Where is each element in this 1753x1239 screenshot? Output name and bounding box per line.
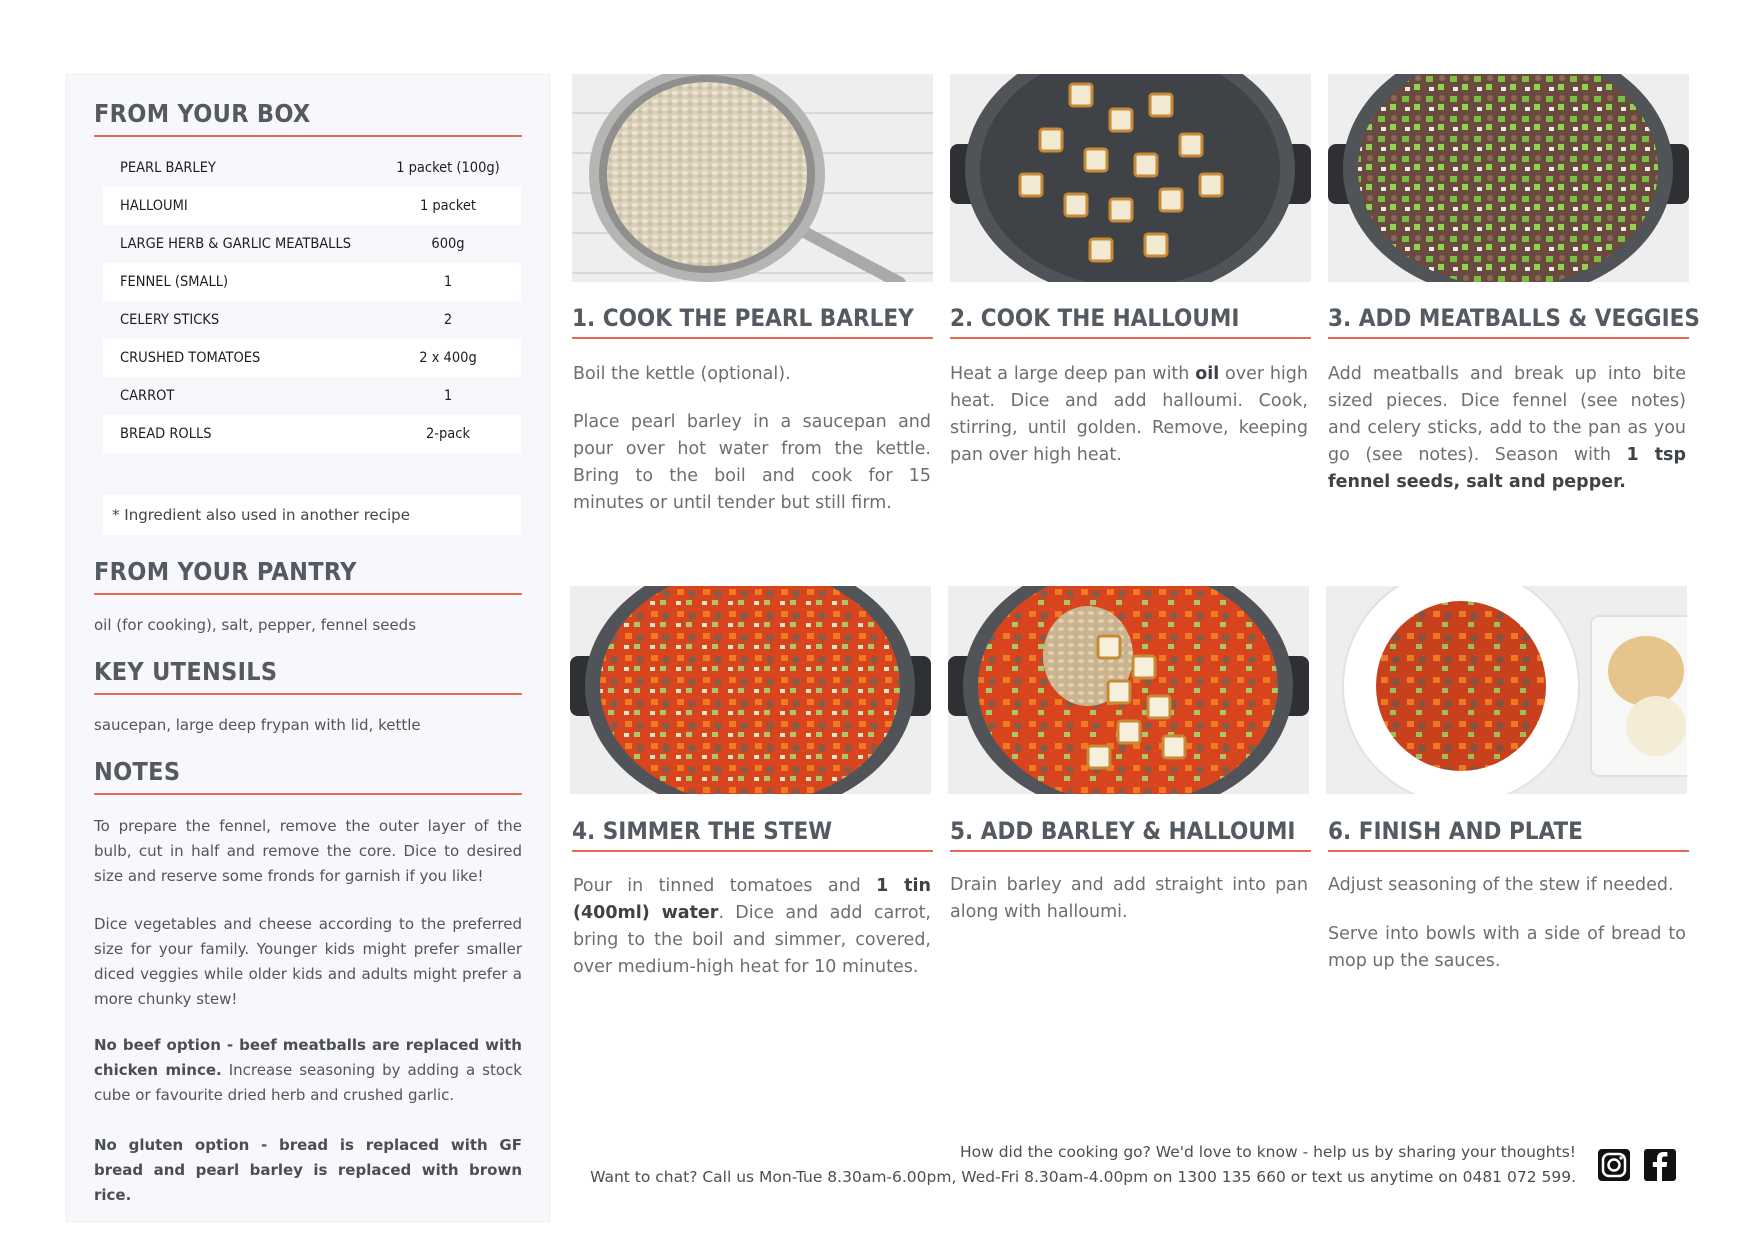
notes-paragraph [94, 1133, 522, 1208]
ingredient-qty: 1 [443, 388, 453, 404]
step-5-photo [948, 586, 1309, 794]
pantry-text: oil (for cooking), salt, pepper, fennel seeds [94, 616, 417, 634]
notes-paragraph: Dice vegetables and cheese according to the preferred size for your family. Younger kids might prefer smaller diced veggies while older kids and adults might prefer a more chunky stew! [94, 915, 522, 1008]
notes-paragraph: To prepare the fennel, remove the outer layer of the bulb, cut in half and remove the core. Dice to desired size and reserve some fronds for garnish if you like! [94, 817, 522, 885]
ingredient-qty: 2 x 400g [419, 350, 477, 366]
key-utensils-title: KEY UTENSILS [94, 657, 522, 695]
step-3-title: 3. ADD MEATBALLS & VEGGIES [1328, 303, 1689, 339]
step-3-bold: 1 tsp fennel seeds, salt and pepper. [1328, 445, 1687, 492]
ingredient-row [103, 301, 521, 339]
notes-paragraph [94, 1033, 522, 1108]
ingredient-qty: 1 [443, 274, 453, 290]
facebook-icon[interactable] [1643, 1148, 1677, 1182]
step-6-text: Serve into bowls with a side of bread to mop up the sauces. [1328, 924, 1686, 971]
step-3-text-a: Add meatballs and break up into bite sized pieces. Dice fennel (see notes) and celery sticks, add to the pan as you go (see notes). Season with [1328, 364, 1686, 465]
ingredient-name: CRUSHED TOMATOES [120, 350, 261, 366]
step-6-title: 6. FINISH AND PLATE [1328, 816, 1689, 852]
step-4-photo [570, 586, 931, 794]
ingredient-row [103, 415, 521, 453]
ingredient-row [103, 149, 521, 187]
ingredient-name: CELERY STICKS [120, 312, 220, 328]
notes-bold: No gluten option - bread is replaced with GF bread and pearl barley is replaced with brown rice. [94, 1136, 522, 1204]
feedback-line: How did the cooking go? We'd love to know - help us by sharing your thoughts! [959, 1143, 1576, 1161]
from-your-box-title: FROM YOUR BOX [94, 99, 522, 137]
utensils-text: saucepan, large deep frypan with lid, kettle [94, 716, 421, 734]
step-6-photo [1326, 586, 1687, 794]
ingredient-name: LARGE HERB & GARLIC MEATBALLS [120, 236, 351, 252]
step-4-text-a: Pour in tinned tomatoes and [573, 876, 877, 896]
ingredient-row [103, 263, 521, 301]
ingredient-name: BREAD ROLLS [120, 426, 212, 442]
ingredient-name: HALLOUMI [120, 198, 188, 214]
step-3-text [1328, 361, 1686, 496]
ingredient-name: CARROT [120, 388, 175, 404]
contact-line: Want to chat? Call us Mon-Tue 8.30am-6.00pm, Wed-Fri 8.30am-4.00pm on 1300 135 660 or text us anytime on 0481 072 599. [590, 1168, 1576, 1186]
notes-text: Increase seasoning by adding a stock cube or favourite dried herb and crushed garlic. [94, 1061, 522, 1104]
step-2-text-a: Heat a large deep pan with [950, 364, 1196, 384]
step-2-photo [950, 74, 1311, 282]
ingredient-row [103, 339, 521, 377]
ingredient-row [103, 377, 521, 415]
step-2-text [950, 361, 1308, 469]
notes-bold: No beef option - beef meatballs are replaced with chicken mince. [94, 1036, 522, 1079]
step-2-text-c: over high heat. Dice and add halloumi. Cook, stirring, until golden. Remove, keeping pan over high heat. [950, 364, 1308, 465]
notes-title: NOTES [94, 757, 522, 795]
ingredient-footnote: * Ingredient also used in another recipe [103, 495, 521, 535]
ingredient-row [103, 225, 521, 263]
ingredient-name: PEARL BARLEY [120, 160, 216, 176]
step-1-photo [572, 74, 933, 282]
step-3-photo [1328, 74, 1689, 282]
step-2-bold: oil [1195, 364, 1220, 384]
step-1-text: Place pearl barley in a saucepan and pour over hot water from the kettle. Bring to the boil and cook for 15 minutes or until tender but still firm. [573, 412, 931, 513]
ingredient-table [103, 149, 521, 453]
step-4-text [573, 873, 931, 981]
ingredient-qty: 1 packet (100g) [396, 160, 500, 176]
from-your-pantry-title: FROM YOUR PANTRY [94, 557, 522, 595]
step-5-title: 5. ADD BARLEY & HALLOUMI [950, 816, 1311, 852]
ingredient-qty: 1 packet [419, 198, 477, 214]
ingredient-row [103, 187, 521, 225]
step-4-bold: 1 tin (400ml) water [573, 876, 932, 923]
ingredient-name: FENNEL (SMALL) [120, 274, 229, 290]
ingredient-qty: 2-pack [425, 426, 470, 442]
step-1-text: Boil the kettle (optional). [573, 364, 791, 384]
ingredient-qty: 600g [431, 236, 465, 252]
step-2-title: 2. COOK THE HALLOUMI [950, 303, 1311, 339]
step-1-title: 1. COOK THE PEARL BARLEY [572, 303, 933, 339]
step-4-text-c: . Dice and add carrot, bring to the boil and simmer, covered, over medium-high heat for 10 minutes. [573, 903, 931, 977]
ingredient-qty: 2 [443, 312, 453, 328]
step-4-title: 4. SIMMER THE STEW [572, 816, 933, 852]
instagram-icon[interactable] [1597, 1148, 1631, 1182]
step-6-text: Adjust seasoning of the stew if needed. [1328, 875, 1674, 895]
step-5-text: Drain barley and add straight into pan along with halloumi. [950, 875, 1308, 922]
ingredients-sidebar [66, 74, 550, 1222]
